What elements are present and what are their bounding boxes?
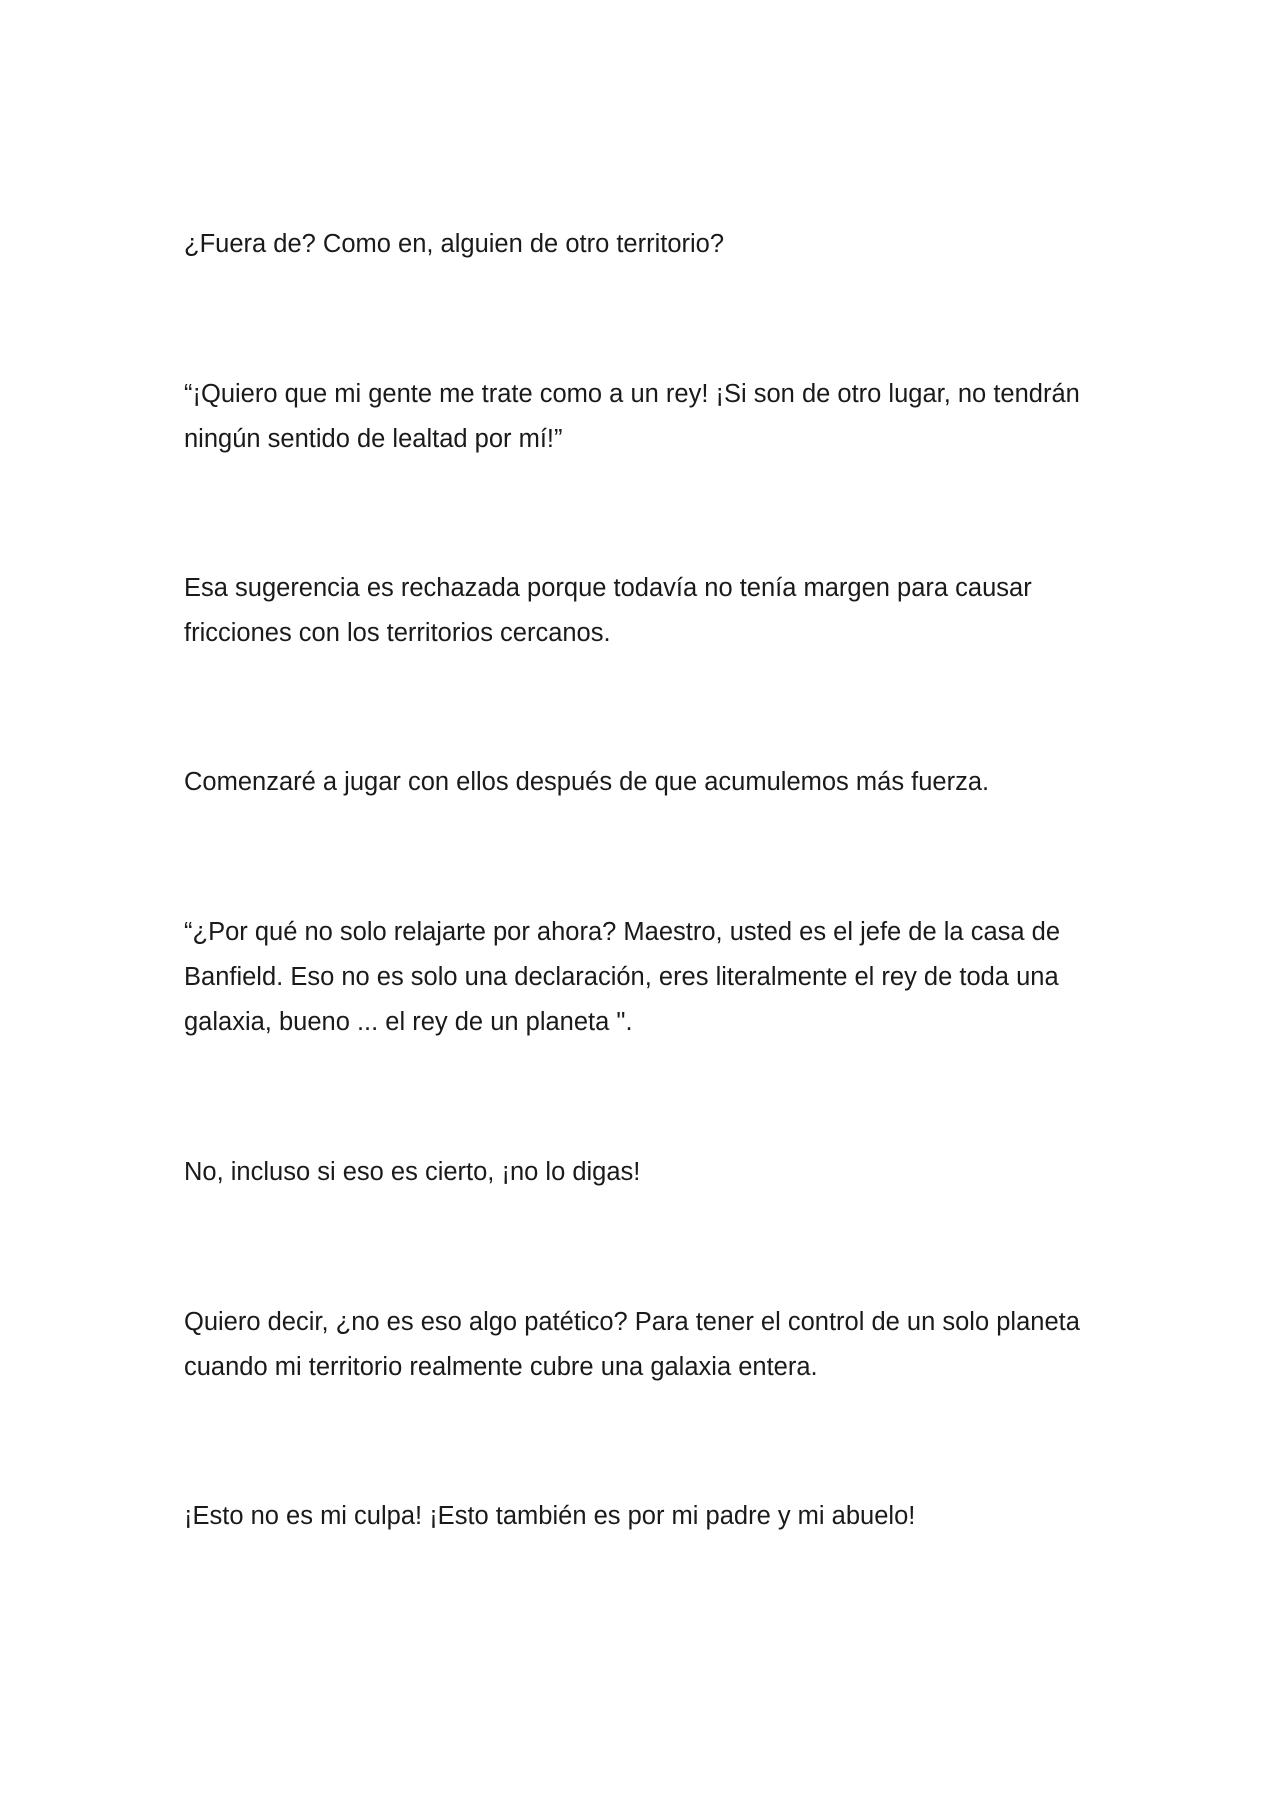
paragraph-8 bbox=[184, 1494, 1114, 1539]
paragraph-line: Esa sugerencia es rechazada porque todavía no tenía margen para causar bbox=[184, 574, 1032, 602]
paragraph-line: ¿Fuera de? Como en, alguien de otro territorio? bbox=[184, 230, 725, 258]
paragraph-line: Quiero decir, ¿no es eso algo patético? Para tener el control de un solo planeta bbox=[184, 1308, 1080, 1336]
paragraph-line: No, incluso si eso es cierto, ¡no lo digas! bbox=[184, 1158, 641, 1186]
paragraph-line: galaxia, bueno ... el rey de un planeta ". bbox=[184, 1008, 633, 1036]
paragraph-line: ningún sentido de lealtad por mí!” bbox=[184, 425, 563, 453]
paragraph-line: “¿Por qué no solo relajarte por ahora? Maestro, usted es el jefe de la casa de bbox=[184, 918, 1061, 946]
paragraph-4 bbox=[184, 760, 1114, 805]
paragraph-5 bbox=[184, 910, 1114, 1045]
paragraph-line: ¡Esto no es mi culpa! ¡Esto también es por mi padre y mi abuelo! bbox=[184, 1502, 916, 1530]
paragraph-line: cuando mi territorio realmente cubre una galaxia entera. bbox=[184, 1353, 818, 1381]
paragraph-line: Banfield. Eso no es solo una declaración, eres literalmente el rey de toda una bbox=[184, 963, 1059, 991]
paragraph-7 bbox=[184, 1300, 1114, 1390]
paragraph-line: “¡Quiero que mi gente me trate como a un rey! ¡Si son de otro lugar, no tendrán bbox=[184, 380, 1080, 408]
paragraph-2 bbox=[184, 372, 1114, 462]
paragraph-6 bbox=[184, 1150, 1114, 1195]
paragraph-line: fricciones con los territorios cercanos. bbox=[184, 619, 611, 647]
paragraph-3 bbox=[184, 566, 1114, 656]
paragraph-1 bbox=[184, 222, 1114, 267]
paragraph-line: Comenzaré a jugar con ellos después de que acumulemos más fuerza. bbox=[184, 768, 990, 796]
